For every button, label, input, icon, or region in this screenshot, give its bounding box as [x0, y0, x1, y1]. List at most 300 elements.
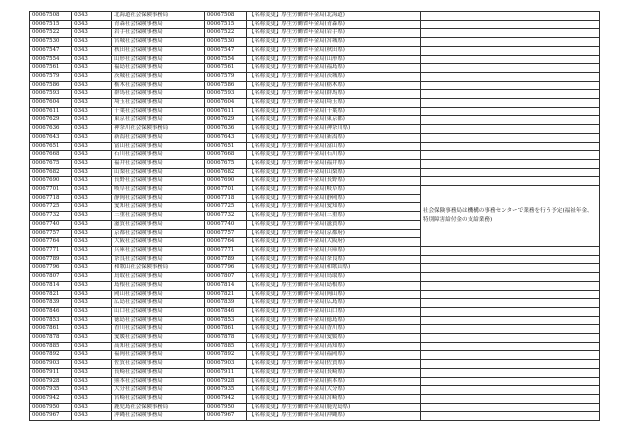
- cell-office-name: 長野社会保険事務局: [112, 177, 205, 186]
- cell-new-code: 00067935: [204, 386, 246, 395]
- cell-category: 0343: [72, 64, 112, 73]
- cell-new-code: 00067690: [204, 177, 246, 186]
- cell-office-name: 三重社会保険事務局: [112, 212, 205, 221]
- table-row: [30, 334, 600, 343]
- table-row: [30, 360, 600, 369]
- cell-change-note: 【名称変更】厚生労働省年金局(三重県): [247, 212, 421, 221]
- cell-change-note: 【名称変更】厚生労働省年金局(北海道): [247, 12, 421, 21]
- cell-change-note: 【名称変更】厚生労働省年金局(福島県): [247, 64, 421, 73]
- cell-office-code: 00067807: [30, 273, 72, 282]
- cell-new-code: 00067682: [204, 168, 246, 177]
- cell-office-name: 和歌山社会保険事務局: [112, 264, 205, 273]
- cell-new-code: 00067967: [204, 412, 246, 421]
- cell-office-code: 00067586: [30, 81, 72, 90]
- cell-office-name: 山梨社会保険事務局: [112, 168, 205, 177]
- cell-new-code: 00067611: [204, 107, 246, 116]
- table-row: [30, 64, 600, 73]
- cell-office-name: 宮崎社会保険事務局: [112, 394, 205, 403]
- cell-category: 0343: [72, 159, 112, 168]
- cell-change-note: 【名称変更】厚生労働省年金局(鳥取県): [247, 273, 421, 282]
- cell-category: 0343: [72, 377, 112, 386]
- cell-office-name: 愛知社会保険事務局: [112, 203, 205, 212]
- cell-new-code: 00067764: [204, 238, 246, 247]
- cell-change-note: 【名称変更】厚生労働省年金局(埼玉県): [247, 99, 421, 108]
- table-row: [30, 281, 600, 290]
- cell-change-note: 【名称変更】厚生労働省年金局(岩手県): [247, 29, 421, 38]
- cell-change-note: 【名称変更】厚生労働省年金局(奈良県): [247, 255, 421, 264]
- remark-cell-empty: [420, 159, 599, 168]
- cell-change-note: 【名称変更】厚生労働省年金局(岡山県): [247, 290, 421, 299]
- remark-cell-empty: [420, 264, 599, 273]
- cell-change-note: 【名称変更】厚生労働省年金局(愛知県): [247, 203, 421, 212]
- cell-category: 0343: [72, 342, 112, 351]
- cell-change-note: 【名称変更】厚生労働省年金局(高知県): [247, 342, 421, 351]
- cell-category: 0343: [72, 46, 112, 55]
- cell-change-note: 【名称変更】厚生労働省年金局(富山県): [247, 142, 421, 151]
- cell-office-name: 愛媛社会保険事務局: [112, 334, 205, 343]
- cell-office-name: 京都社会保険事務局: [112, 229, 205, 238]
- table-row: [30, 90, 600, 99]
- cell-new-code: 00067508: [204, 12, 246, 21]
- cell-office-name: 石川社会保険事務局: [112, 151, 205, 160]
- remark-cell-empty: [420, 394, 599, 403]
- cell-office-name: 福岡社会保険事務局: [112, 351, 205, 360]
- agency-change-table: [29, 11, 600, 421]
- cell-new-code: 00067911: [204, 368, 246, 377]
- cell-office-name: 宮城社会保険事務局: [112, 38, 205, 47]
- cell-change-note: 【名称変更】厚生労働省年金局(山口県): [247, 307, 421, 316]
- cell-office-name: 山形社会保険事務局: [112, 55, 205, 64]
- table-row: [30, 316, 600, 325]
- cell-office-name: 長崎社会保険事務局: [112, 368, 205, 377]
- cell-new-code: 00067942: [204, 394, 246, 403]
- cell-category: 0343: [72, 133, 112, 142]
- cell-office-name: 広島社会保険事務局: [112, 299, 205, 308]
- cell-office-code: 00067878: [30, 334, 72, 343]
- cell-change-note: 【名称変更】厚生労働省年金局(長野県): [247, 177, 421, 186]
- cell-category: 0343: [72, 316, 112, 325]
- cell-category: 0343: [72, 238, 112, 247]
- cell-office-name: 高知社会保険事務局: [112, 342, 205, 351]
- cell-office-code: 00067967: [30, 412, 72, 421]
- remark-cell-empty: [420, 99, 599, 108]
- cell-category: 0343: [72, 186, 112, 195]
- table-row: [30, 412, 600, 421]
- cell-category: 0343: [72, 90, 112, 99]
- cell-office-code: 00067892: [30, 351, 72, 360]
- table-body: [30, 12, 600, 421]
- cell-change-note: 【名称変更】厚生労働省年金局(兵庫県): [247, 246, 421, 255]
- table-row: [30, 107, 600, 116]
- cell-office-name: 沖縄社会保険事務局: [112, 412, 205, 421]
- cell-category: 0343: [72, 177, 112, 186]
- remark-cell-empty: [420, 72, 599, 81]
- table-row: [30, 116, 600, 125]
- cell-category: 0343: [72, 325, 112, 334]
- remark-cell-empty: [420, 386, 599, 395]
- cell-new-code: 00067853: [204, 316, 246, 325]
- cell-change-note: 【名称変更】厚生労働省年金局(滋賀県): [247, 220, 421, 229]
- cell-office-name: 山口社会保険事務局: [112, 307, 205, 316]
- cell-office-code: 00067547: [30, 46, 72, 55]
- cell-office-code: 00067690: [30, 177, 72, 186]
- cell-office-code: 00067515: [30, 20, 72, 29]
- cell-change-note: 【名称変更】厚生労働省年金局(秋田県): [247, 46, 421, 55]
- remark-cell-empty: [420, 299, 599, 308]
- cell-category: 0343: [72, 255, 112, 264]
- cell-change-note: 【名称変更】厚生労働省年金局(鹿児島県): [247, 403, 421, 412]
- cell-office-name: 福島社会保険事務局: [112, 64, 205, 73]
- cell-category: 0343: [72, 203, 112, 212]
- cell-office-code: 00067796: [30, 264, 72, 273]
- cell-office-code: 00067846: [30, 307, 72, 316]
- table-row: [30, 168, 600, 177]
- cell-category: 0343: [72, 125, 112, 134]
- cell-new-code: 00067814: [204, 281, 246, 290]
- cell-office-code: 00067732: [30, 212, 72, 221]
- cell-office-code: 00067554: [30, 55, 72, 64]
- cell-new-code: 00067740: [204, 220, 246, 229]
- cell-office-code: 00067740: [30, 220, 72, 229]
- cell-new-code: 00067579: [204, 72, 246, 81]
- cell-office-name: 鹿児島社会保険事務局: [112, 403, 205, 412]
- cell-category: 0343: [72, 81, 112, 90]
- cell-office-name: 栃木社会保険事務局: [112, 81, 205, 90]
- cell-category: 0343: [72, 290, 112, 299]
- cell-new-code: 00067846: [204, 307, 246, 316]
- cell-category: 0343: [72, 72, 112, 81]
- cell-office-code: 00067651: [30, 142, 72, 151]
- cell-office-code: 00067579: [30, 72, 72, 81]
- cell-office-name: 岡山社会保険事務局: [112, 290, 205, 299]
- table-row: [30, 368, 600, 377]
- cell-category: 0343: [72, 229, 112, 238]
- cell-change-note: 【名称変更】厚生労働省年金局(福岡県): [247, 351, 421, 360]
- cell-change-note: 【名称変更】厚生労働省年金局(静岡県): [247, 194, 421, 203]
- cell-category: 0343: [72, 273, 112, 282]
- cell-change-note: 【名称変更】厚生労働省年金局(宮城県): [247, 38, 421, 47]
- table-row: [30, 299, 600, 308]
- table-row: [30, 12, 600, 21]
- cell-change-note: 【名称変更】厚生労働省年金局(岐阜県): [247, 186, 421, 195]
- remark-cell-empty: [420, 177, 599, 186]
- cell-office-code: 00067611: [30, 107, 72, 116]
- remark-cell-empty: [420, 55, 599, 64]
- cell-new-code: 00067593: [204, 90, 246, 99]
- cell-category: 0343: [72, 55, 112, 64]
- remark-cell-empty: [420, 133, 599, 142]
- cell-office-code: 00067629: [30, 116, 72, 125]
- table-row: [30, 325, 600, 334]
- remark-cell-empty: [420, 325, 599, 334]
- cell-category: 0343: [72, 38, 112, 47]
- remark-cell-empty: [420, 412, 599, 421]
- remark-cell-empty: [420, 334, 599, 343]
- remark-cell-empty: [420, 20, 599, 29]
- cell-category: 0343: [72, 12, 112, 21]
- cell-office-name: 東京社会保険事務局: [112, 116, 205, 125]
- remark-cell-empty: [420, 29, 599, 38]
- table-row: [30, 142, 600, 151]
- remark-cell-empty: [420, 116, 599, 125]
- table-row: [30, 55, 600, 64]
- cell-change-note: 【名称変更】厚生労働省年金局(和歌山県): [247, 264, 421, 273]
- cell-office-name: 滋賀社会保険事務局: [112, 220, 205, 229]
- remark-cell-empty: [420, 151, 599, 160]
- cell-category: 0343: [72, 220, 112, 229]
- cell-office-code: 00067668: [30, 151, 72, 160]
- cell-category: 0343: [72, 394, 112, 403]
- cell-office-code: 00067636: [30, 125, 72, 134]
- remark-cell-empty: [420, 64, 599, 73]
- cell-office-code: 00067682: [30, 168, 72, 177]
- cell-office-code: 00067522: [30, 29, 72, 38]
- cell-category: 0343: [72, 151, 112, 160]
- cell-office-name: 島根社会保険事務局: [112, 281, 205, 290]
- cell-new-code: 00067586: [204, 81, 246, 90]
- remark-cell-empty: [420, 246, 599, 255]
- cell-office-code: 00067530: [30, 38, 72, 47]
- cell-change-note: 【名称変更】厚生労働省年金局(宮崎県): [247, 394, 421, 403]
- remark-cell-empty: [420, 255, 599, 264]
- cell-office-name: 北海道社会保険事務局: [112, 12, 205, 21]
- cell-new-code: 00067554: [204, 55, 246, 64]
- cell-new-code: 00067878: [204, 334, 246, 343]
- cell-new-code: 00067701: [204, 186, 246, 195]
- remark-cell-empty: [420, 316, 599, 325]
- cell-new-code: 00067561: [204, 64, 246, 73]
- cell-office-code: 00067718: [30, 194, 72, 203]
- cell-category: 0343: [72, 281, 112, 290]
- cell-new-code: 00067732: [204, 212, 246, 221]
- cell-change-note: 【名称変更】厚生労働省年金局(長崎県): [247, 368, 421, 377]
- table-row: [30, 159, 600, 168]
- cell-office-code: 00067675: [30, 159, 72, 168]
- cell-change-note: 【名称変更】厚生労働省年金局(福井県): [247, 159, 421, 168]
- cell-office-name: 熊本社会保険事務局: [112, 377, 205, 386]
- cell-office-code: 00067839: [30, 299, 72, 308]
- cell-office-code: 00067764: [30, 238, 72, 247]
- cell-office-code: 00067561: [30, 64, 72, 73]
- remark-cell-empty: [420, 351, 599, 360]
- cell-category: 0343: [72, 116, 112, 125]
- remark-cell-empty: [420, 168, 599, 177]
- cell-change-note: 【名称変更】厚生労働省年金局(神奈川県): [247, 125, 421, 134]
- cell-change-note: 【名称変更】厚生労働省年金局(熊本県): [247, 377, 421, 386]
- cell-change-note: 【名称変更】厚生労働省年金局(東京都): [247, 116, 421, 125]
- remark-cell-empty: [420, 281, 599, 290]
- cell-category: 0343: [72, 307, 112, 316]
- cell-category: 0343: [72, 360, 112, 369]
- cell-office-code: 00067508: [30, 12, 72, 21]
- cell-change-note: 【名称変更】厚生労働省年金局(栃木県): [247, 81, 421, 90]
- cell-new-code: 00067675: [204, 159, 246, 168]
- cell-change-note: 【名称変更】厚生労働省年金局(大阪府): [247, 238, 421, 247]
- cell-change-note: 【名称変更】厚生労働省年金局(山形県): [247, 55, 421, 64]
- cell-category: 0343: [72, 246, 112, 255]
- table-row: [30, 99, 600, 108]
- cell-office-code: 00067935: [30, 386, 72, 395]
- cell-office-code: 00067757: [30, 229, 72, 238]
- cell-office-name: 大分社会保険事務局: [112, 386, 205, 395]
- cell-new-code: 00067636: [204, 125, 246, 134]
- cell-office-code: 00067789: [30, 255, 72, 264]
- cell-office-code: 00067903: [30, 360, 72, 369]
- table-row: [30, 394, 600, 403]
- table-row: [30, 46, 600, 55]
- cell-change-note: 【名称変更】厚生労働省年金局(佐賀県): [247, 360, 421, 369]
- cell-change-note: 【名称変更】厚生労働省年金局(山梨県): [247, 168, 421, 177]
- cell-new-code: 00067861: [204, 325, 246, 334]
- remark-cell-empty: [420, 290, 599, 299]
- cell-change-note: 【名称変更】厚生労働省年金局(茨城県): [247, 72, 421, 81]
- cell-category: 0343: [72, 368, 112, 377]
- cell-office-name: 茨城社会保険事務局: [112, 72, 205, 81]
- cell-new-code: 00067629: [204, 116, 246, 125]
- remark-cell-empty: [420, 368, 599, 377]
- cell-office-name: 秋田社会保険事務局: [112, 46, 205, 55]
- cell-new-code: 00067522: [204, 29, 246, 38]
- cell-category: 0343: [72, 107, 112, 116]
- cell-office-name: 新潟社会保険事務局: [112, 133, 205, 142]
- cell-new-code: 00067643: [204, 133, 246, 142]
- cell-office-code: 00067853: [30, 316, 72, 325]
- table-row: [30, 72, 600, 81]
- cell-new-code: 00067530: [204, 38, 246, 47]
- cell-office-name: 大阪社会保険事務局: [112, 238, 205, 247]
- cell-office-code: 00067814: [30, 281, 72, 290]
- cell-new-code: 00067892: [204, 351, 246, 360]
- table-row: [30, 273, 600, 282]
- cell-office-name: 岩手社会保険事務局: [112, 29, 205, 38]
- cell-category: 0343: [72, 264, 112, 273]
- cell-category: 0343: [72, 212, 112, 221]
- remark-cell-empty: [420, 38, 599, 47]
- cell-change-note: 【名称変更】厚生労働省年金局(島根県): [247, 281, 421, 290]
- remark-cell-empty: [420, 307, 599, 316]
- cell-office-code: 00067725: [30, 203, 72, 212]
- table-row: [30, 342, 600, 351]
- cell-new-code: 00067604: [204, 99, 246, 108]
- cell-office-name: 埼玉社会保険事務局: [112, 99, 205, 108]
- cell-new-code: 00067950: [204, 403, 246, 412]
- cell-change-note: 【名称変更】厚生労働省年金局(大分県): [247, 386, 421, 395]
- cell-new-code: 00067771: [204, 246, 246, 255]
- cell-change-note: 【名称変更】厚生労働省年金局(香川県): [247, 325, 421, 334]
- cell-category: 0343: [72, 412, 112, 421]
- cell-change-note: 【名称変更】厚生労働省年金局(愛媛県): [247, 334, 421, 343]
- cell-office-name: 佐賀社会保険事務局: [112, 360, 205, 369]
- table-row: [30, 186, 600, 195]
- table-row: [30, 133, 600, 142]
- cell-category: 0343: [72, 99, 112, 108]
- remark-cell-empty: [420, 12, 599, 21]
- cell-office-name: 静岡社会保険事務局: [112, 194, 205, 203]
- cell-new-code: 00067903: [204, 360, 246, 369]
- cell-change-note: 【名称変更】厚生労働省年金局(沖縄県): [247, 412, 421, 421]
- table-row: [30, 151, 600, 160]
- cell-new-code: 00067928: [204, 377, 246, 386]
- cell-office-code: 00067928: [30, 377, 72, 386]
- cell-office-code: 00067861: [30, 325, 72, 334]
- cell-category: 0343: [72, 194, 112, 203]
- cell-change-note: 【名称変更】厚生労働省年金局(広島県): [247, 299, 421, 308]
- cell-category: 0343: [72, 168, 112, 177]
- cell-office-name: 福井社会保険事務局: [112, 159, 205, 168]
- cell-change-note: 【名称変更】厚生労働省年金局(京都府): [247, 229, 421, 238]
- table-row: [30, 386, 600, 395]
- cell-change-note: 【名称変更】厚生労働省年金局(千葉県): [247, 107, 421, 116]
- cell-office-code: 00067885: [30, 342, 72, 351]
- cell-category: 0343: [72, 403, 112, 412]
- cell-office-code: 00067604: [30, 99, 72, 108]
- table-row: [30, 290, 600, 299]
- cell-office-name: 徳島社会保険事務局: [112, 316, 205, 325]
- cell-office-code: 00067821: [30, 290, 72, 299]
- table-row: [30, 307, 600, 316]
- cell-new-code: 00067725: [204, 203, 246, 212]
- remark-cell-empty: [420, 81, 599, 90]
- remark-cell-empty: [420, 142, 599, 151]
- cell-category: 0343: [72, 351, 112, 360]
- cell-office-name: 神奈川社会保険事務局: [112, 125, 205, 134]
- table-row: [30, 125, 600, 134]
- table-row: [30, 351, 600, 360]
- cell-office-name: 青森社会保険事務局: [112, 20, 205, 29]
- table-row: [30, 177, 600, 186]
- table-row: [30, 377, 600, 386]
- table-row: [30, 403, 600, 412]
- table-row: [30, 81, 600, 90]
- cell-new-code: 00067839: [204, 299, 246, 308]
- cell-office-code: 00067911: [30, 368, 72, 377]
- cell-office-code: 00067593: [30, 90, 72, 99]
- cell-office-code: 00067643: [30, 133, 72, 142]
- cell-office-name: 香川社会保険事務局: [112, 325, 205, 334]
- cell-change-note: 【名称変更】厚生労働省年金局(群馬県): [247, 90, 421, 99]
- table-row: [30, 264, 600, 273]
- cell-new-code: 00067796: [204, 264, 246, 273]
- cell-change-note: 【名称変更】厚生労働省年金局(石川県): [247, 151, 421, 160]
- cell-new-code: 00067718: [204, 194, 246, 203]
- cell-office-name: 兵庫社会保険事務局: [112, 246, 205, 255]
- remark-cell-empty: [420, 273, 599, 282]
- table-row: [30, 246, 600, 255]
- cell-change-note: 【名称変更】厚生労働省年金局(新潟県): [247, 133, 421, 142]
- remark-cell: 社会保険事務局は機構の事務センターで業務を行う予定(福祉年金、特別障害給付金の支給業務): [420, 186, 599, 247]
- cell-new-code: 00067668: [204, 151, 246, 160]
- cell-change-note: 【名称変更】厚生労働省年金局(徳島県): [247, 316, 421, 325]
- cell-category: 0343: [72, 20, 112, 29]
- remark-cell-empty: [420, 403, 599, 412]
- cell-office-code: 00067701: [30, 186, 72, 195]
- table-row: [30, 38, 600, 47]
- cell-new-code: 00067821: [204, 290, 246, 299]
- remark-cell-empty: [420, 125, 599, 134]
- cell-category: 0343: [72, 386, 112, 395]
- cell-office-code: 00067950: [30, 403, 72, 412]
- cell-change-note: 【名称変更】厚生労働省年金局(青森県): [247, 20, 421, 29]
- cell-new-code: 00067515: [204, 20, 246, 29]
- cell-new-code: 00067757: [204, 229, 246, 238]
- cell-office-name: 富山社会保険事務局: [112, 142, 205, 151]
- cell-office-name: 奈良社会保険事務局: [112, 255, 205, 264]
- cell-category: 0343: [72, 142, 112, 151]
- cell-category: 0343: [72, 299, 112, 308]
- cell-new-code: 00067885: [204, 342, 246, 351]
- cell-office-name: 千葉社会保険事務局: [112, 107, 205, 116]
- cell-new-code: 00067807: [204, 273, 246, 282]
